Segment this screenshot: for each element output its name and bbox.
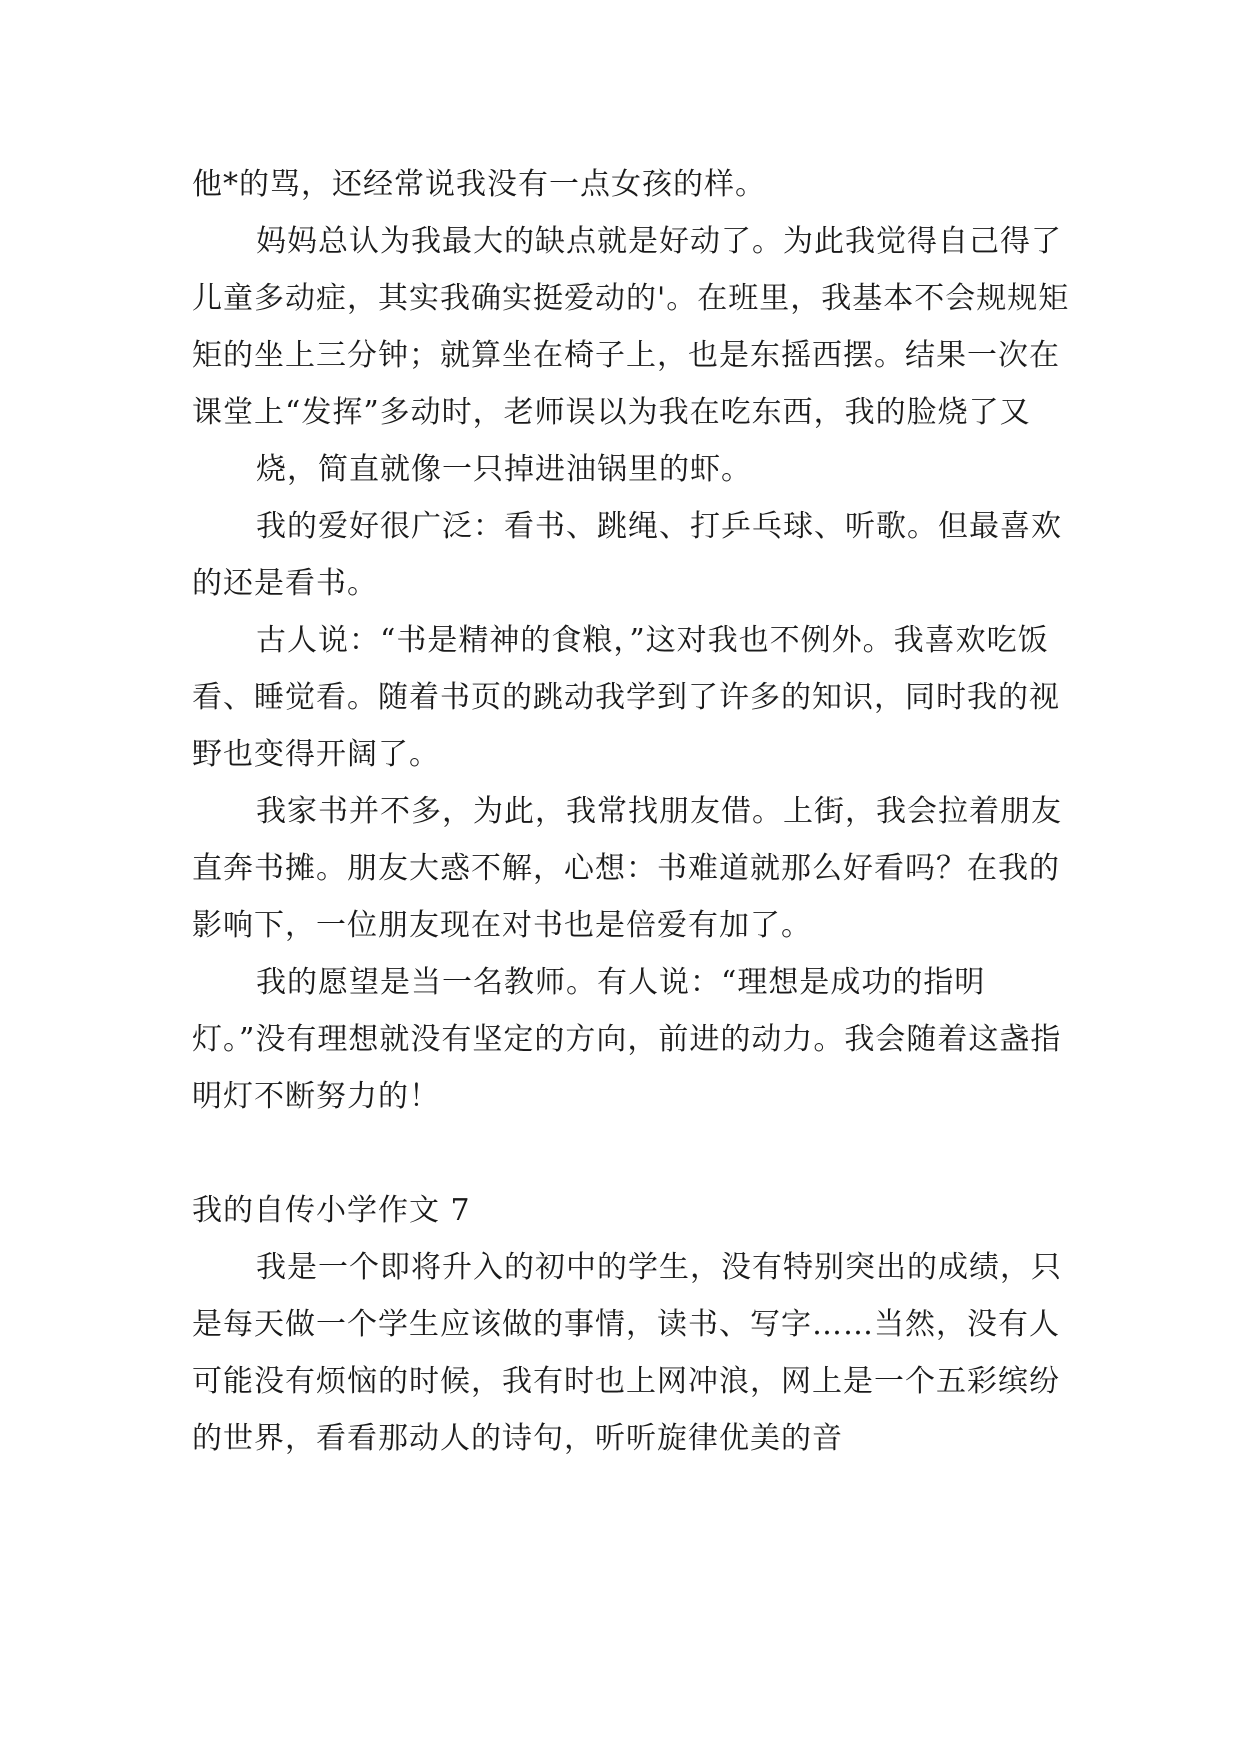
paragraph-7: 我的愿望是当一名教师。有人说：“理想是成功的指明灯。”没有理想就没有坚定的方向，前进的动力。我会随着这盏指明灯不断努力的！ — [192, 965, 1062, 1114]
paragraph-4: 我的爱好很广泛：看书、跳绳、打乒乓球、听歌。但最喜欢的还是看书。 — [192, 509, 1062, 601]
paragraph-8: 我是一个即将升入的初中的学生，没有特别突出的成绩，只是每天做一个学生应该做的事情，读书、写字……当然，没有人可能没有烦恼的时候，我有时也上网冲浪，网上是一个五彩缤纷的世界，看看那动人的诗句，听听旋律优美的音 — [192, 1250, 1062, 1456]
paragraph-6: 我家书并不多，为此，我常找朋友借。上街，我会拉着朋友直奔书摊。朋友大惑不解，心想：书难道就那么好看吗？在我的影响下，一位朋友现在对书也是倍爱有加了。 — [192, 794, 1062, 943]
paragraph-1: 他*的骂，还经常说我没有一点女孩的样。 — [192, 167, 766, 202]
paragraph-5: 古人说：“书是精神的食粮，”这对我也不例外。我喜欢吃饭看、睡觉看。随着书页的跳动我学到了许多的知识，同时我的视野也变得开阔了。 — [192, 623, 1060, 772]
document-body — [192, 156, 1072, 1467]
paragraph-2: 妈妈总认为我最大的缺点就是好动了。为此我觉得自己得了儿童多动症，其实我确实挺爱动的'。在班里，我基本不会规规矩矩的坐上三分钟；就算坐在椅子上，也是东摇西摆。结果一次在课堂上“发挥”多动时，老师误以为我在吃东西，我的脸烧了又 — [192, 224, 1070, 430]
paragraph-3: 烧，简直就像一只掉进油锅里的虾。 — [256, 452, 752, 487]
section-title: 我的自传小学作文 7 — [192, 1193, 471, 1228]
